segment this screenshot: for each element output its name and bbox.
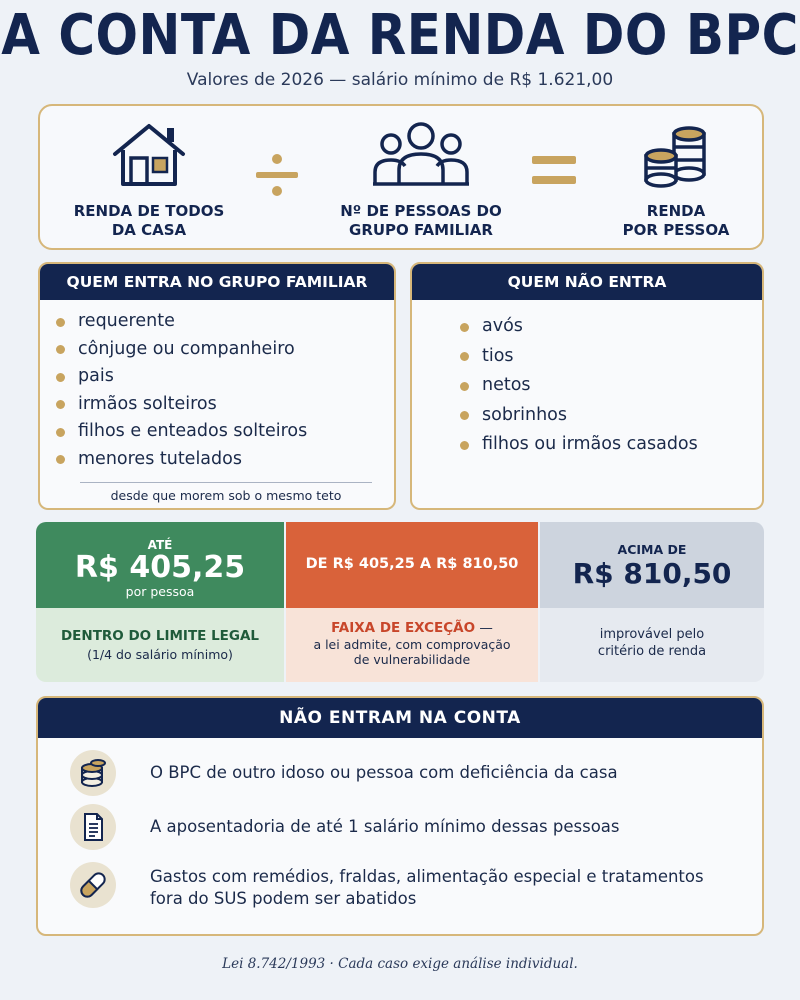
band-small-label: ACIMA DE [617,542,687,557]
list-item: tios [482,342,762,372]
band-above [540,522,764,682]
band-within-limit [36,522,284,682]
group-out-list [412,300,762,460]
not-counted-text: O BPC de outro idoso ou pessoa com deficiência da casa [150,763,618,782]
list-item: irmãos solteiros [78,391,394,419]
income-label-line2: DA CASA [111,221,187,239]
list-item: pais [78,363,394,391]
list-item: cônjuge ou companheiro [78,336,394,364]
band-value: R$ 405,25 [74,550,246,585]
band-within-limit-body [36,608,284,682]
band-title: FAIXA DE EXCEÇÃO [331,620,476,636]
formula-result [596,120,756,240]
list-item: filhos e enteados solteiros [78,418,394,446]
group-out-title: QUEM NÃO ENTRA [412,264,762,300]
not-counted-item [70,862,742,922]
house-icon [109,120,189,190]
band-within-limit-header [36,522,284,608]
band-title: DENTRO DO LIMITE LEGAL [60,628,260,644]
pill-icon [70,862,116,908]
equals-icon [530,154,578,188]
list-item: filhos ou irmãos casados [482,430,762,460]
band-text: (1/4 do salário mínimo) [87,647,233,662]
band-text-line2: de vulnerabilidade [353,652,471,667]
formula-people [316,120,526,240]
result-label-line1: RENDA [646,202,706,220]
family-icon [371,120,471,190]
band-above-header [540,522,764,608]
band-value: R$ 810,50 [572,557,732,590]
page-title: A CONTA DA RENDA DO BPC [1,2,799,68]
band-small-label: ATÉ [147,538,173,552]
band-exception [286,522,538,682]
band-exception-header [286,522,538,608]
people-label-line2: GRUPO FAMILIAR [349,221,493,239]
income-bands [36,522,764,682]
list-item: requerente [78,308,394,336]
not-counted-item [70,750,742,800]
people-label-line1: Nº DE PESSOAS DO [340,202,502,220]
group-in-title: QUEM ENTRA NO GRUPO FAMILIAR [40,264,394,300]
formula-box [38,104,764,250]
band-text-line1: improvável pelo [599,627,705,642]
band-text-line1: a lei admite, com comprovação [313,637,511,652]
band-unit: por pessoa [125,584,195,599]
divide-icon [252,150,302,200]
not-counted-item [70,804,742,854]
band-text-line2: critério de renda [597,644,707,659]
formula-income [54,120,244,240]
group-in-list [40,300,394,473]
footer-note: Lei 8.742/1993 · Cada caso exige análise individual. [222,956,578,972]
band-value: DE R$ 405,25 A R$ 810,50 [305,556,519,572]
not-counted-box [36,696,764,936]
group-in-note: desde que morem sob o mesmo teto [80,482,372,503]
coins-stack-icon [70,750,116,796]
band-exception-body [286,608,538,682]
not-counted-title: NÃO ENTRAM NA CONTA [38,698,762,738]
list-item: netos [482,371,762,401]
page-subtitle: Valores de 2026 — salário mínimo de R$ 1.621,00 [186,70,614,90]
not-counted-text-line2: fora do SUS podem ser abatidos [150,889,417,908]
not-counted-text-line1: Gastos com remédios, fraldas, alimentação especial e tratamentos [150,867,704,886]
document-icon [70,804,116,850]
band-above-body [540,608,764,682]
group-out-box [410,262,764,510]
group-in-box [38,262,396,510]
income-label-line1: RENDA DE TODOS [73,202,225,220]
band-title-suffix: — [475,620,493,636]
coins-icon [636,120,716,190]
list-item: sobrinhos [482,401,762,431]
list-item: menores tutelados [78,446,394,474]
list-item: avós [482,312,762,342]
not-counted-text: A aposentadoria de até 1 salário mínimo dessas pessoas [150,817,620,836]
not-counted-text [150,866,704,910]
result-label-line2: POR PESSOA [622,221,730,239]
